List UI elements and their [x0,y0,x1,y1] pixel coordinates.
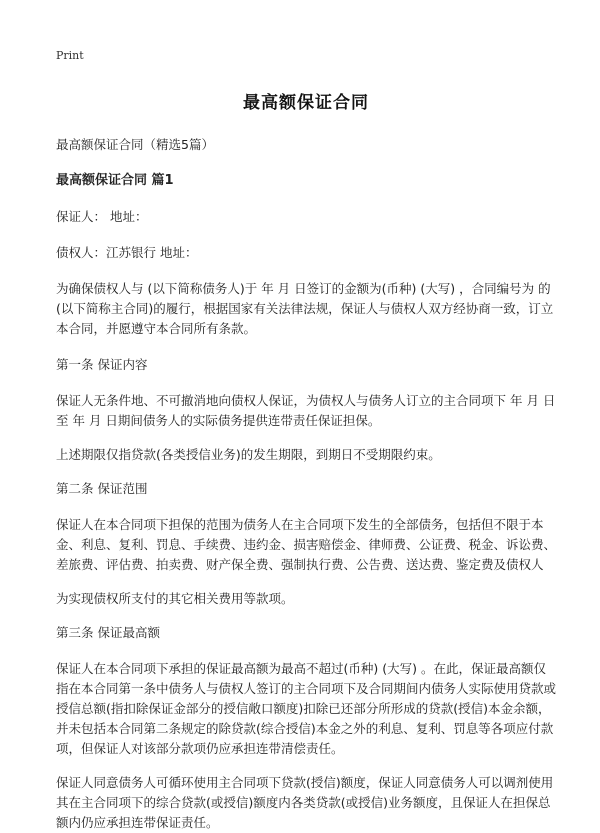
article-3-paragraph-1: 保证人在本合同项下承担的保证最高额为最高不超过(币种) (大写) 。在此，保证最高额仅指在本合同第一条中债务人与债权人签订的主合同项下及合同期间内债务人实际使用贷款或授信总额(指扣除保证金部分的授信敞口额度)扣除已还部分所形成的贷款(授信)本金余额，并未包括本合同第二条规定的除贷款(综合授信)本金之外的利息、复利、罚息等各项应付款项，但保证人对该部分款项仍应承担连带清偿责任。 [56,661,557,756]
guarantor-line: 保证人： 地址： [56,209,148,224]
document-subtitle: 最高额保证合同（精选5篇） [56,137,214,152]
creditor-line: 债权人：江苏银行 地址： [56,245,198,260]
article-2-heading: 第二条 保证范围 [56,481,148,496]
article-3-paragraph-2: 保证人同意债务人可循环使用主合同项下贷款(授信)额度，保证人同意债务人可以调剂使用其在主合同项下的综合贷款(或授信)额度内各类贷款(或授信)业务额度，且保证人在担保总额内仍应承担连带保证责任。 [56,775,554,830]
article-2-paragraph-1: 保证人在本合同项下担保的范围为债务人在主合同项下发生的全部债务，包括但不限于本金、利息、复利、罚息、手续费、违约金、损害赔偿金、律师费、公证费、税金、诉讼费、差旅费、评估费、拍卖费、财产保全费、强制执行费、公告费、送达费、鉴定费及债权人 [56,517,557,572]
article-1-paragraph-1: 保证人无条件地、不可撤消地向债权人保证，为债权人与债务人订立的主合同项下 年 月 日至 年 月 日期间债务人的实际债务提供连带责任保证担保。 [56,393,556,428]
document-title: 最高额保证合同 [243,93,369,113]
intro-paragraph: 为确保债权人与 (以下简称债务人)于 年 月 日签订的金额为(币种) (大写) ，合同编号为 的 (以下简称主合同)的履行，根据国家有关法律法规，保证人与债权人双方经协商一致，订立本合同，并愿遵守本合同所有条款。 [56,281,554,336]
print-link[interactable]: Print [56,49,84,62]
article-3-heading: 第三条 保证最高额 [56,625,160,640]
article-1-paragraph-2: 上述期限仅指贷款(各类授信业务)的发生期限，到期日不受期限约束。 [56,447,441,462]
article-2-paragraph-2: 为实现债权所支付的其它相关费用等款项。 [56,591,294,606]
chapter-heading: 最高额保证合同 篇1 [56,173,174,188]
article-1-heading: 第一条 保证内容 [56,357,148,372]
